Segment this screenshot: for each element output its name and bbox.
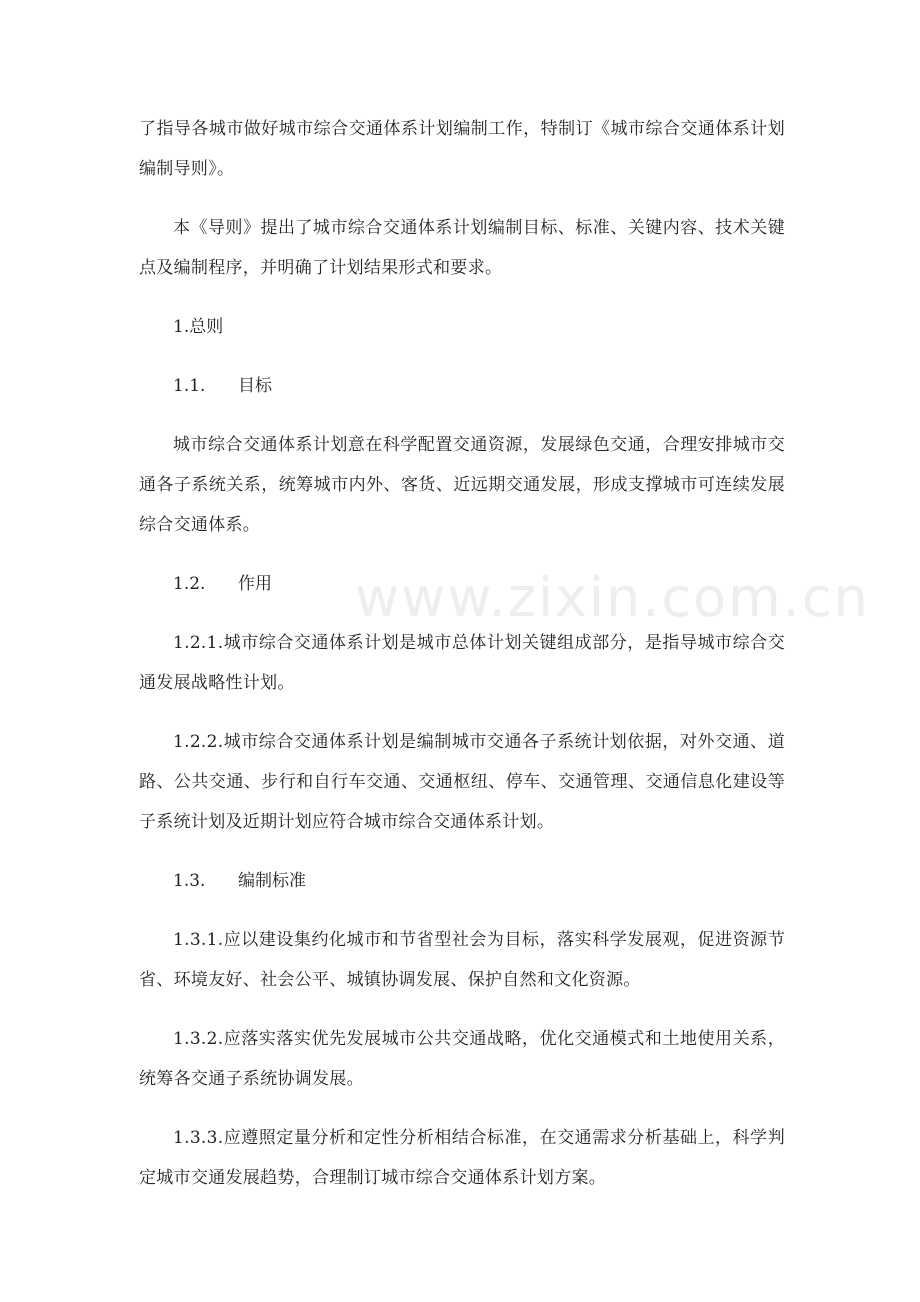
clause-1-3-1: 1.3.1.应以建设集约化城市和节省型社会为目标，落实科学发展观，促进资源节省、环境友好、社会公平、城镇协调发展、保护自然和文化资源。 bbox=[139, 930, 785, 990]
goal-paragraph: 城市综合交通体系计划意在科学配置交通资源，发展绿色交通，合理安排城市交通各子系统关系，统筹城市内外、客货、近远期交通发展，形成支撑城市可连续发展综合交通体系。 bbox=[139, 435, 785, 535]
intro-paragraph: 了指导各城市做好城市综合交通体系计划编制工作，特制订《城市综合交通体系计划编制导则》。 bbox=[139, 119, 785, 179]
section-title: 总则 bbox=[189, 317, 224, 337]
section-title: 作用 bbox=[238, 574, 272, 594]
clause-1-2-2: 1.2.2.城市综合交通体系计划是编制城市交通各子系统计划依据，对外交通、道路、公共交通、步行和自行车交通、交通枢纽、停车、交通管理、交通信息化建设等子系统计划及近期计划应符合城市综合交通体系计划。 bbox=[139, 732, 785, 832]
section-number: 1. bbox=[173, 317, 190, 337]
section-number: 1.1. bbox=[173, 376, 206, 396]
section-number: 1.2. bbox=[173, 574, 206, 594]
section-title: 编制标准 bbox=[238, 871, 306, 891]
section-heading-general bbox=[139, 307, 785, 347]
clause-1-3-3: 1.3.3.应遵照定量分析和定性分析相结合标准，在交通需求分析基础上，科学判定城市交通发展趋势，合理制订城市综合交通体系计划方案。 bbox=[139, 1128, 785, 1188]
section-heading-role bbox=[139, 564, 785, 604]
watermark-text: www.zixin.com.cn bbox=[355, 566, 870, 629]
section-title: 目标 bbox=[238, 376, 272, 396]
clause-1-2-1: 1.2.1.城市综合交通体系计划是城市总体计划关键组成部分，是指导城市综合交通发展战略性计划。 bbox=[139, 633, 785, 693]
section-heading-goal bbox=[139, 366, 785, 406]
section-heading-principles bbox=[139, 861, 785, 901]
document-body bbox=[139, 109, 870, 1217]
section-number: 1.3. bbox=[173, 871, 206, 891]
guideline-summary-paragraph: 本《导则》提出了城市综合交通体系计划编制目标、标准、关键内容、技术关键点及编制程序，并明确了计划结果形式和要求。 bbox=[139, 218, 785, 278]
clause-1-3-2: 1.3.2.应落实落实优先发展城市公共交通战略，优化交通模式和土地使用关系，统筹各交通子系统协调发展。 bbox=[139, 1029, 785, 1089]
